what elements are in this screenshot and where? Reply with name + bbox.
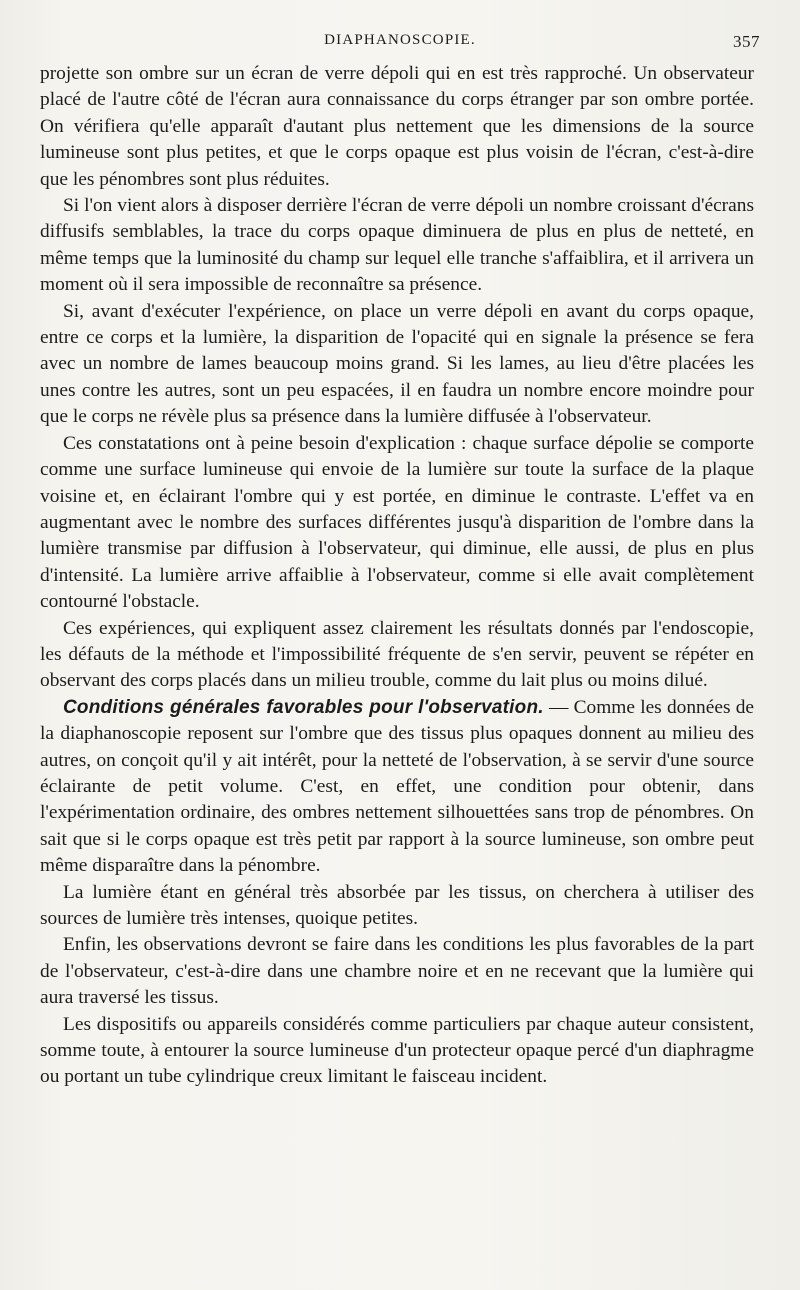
running-header <box>40 30 760 56</box>
page-number: 357 <box>733 32 760 51</box>
paragraph: Si, avant d'exécuter l'expérience, on place un verre dépoli en avant du corps opaque, entre ce corps et la lumière, la disparition de l'opacité qui en signale la présence se fera avec un nombre de lames beaucoup moins grand. Si les lames, au lieu d'être placées les unes contre les autres, sont un peu espacées, il en faudra un nombre encore moindre pour que le corps ne révèle plus sa présence dans la lumière diffusée à l'observateur. <box>40 300 754 428</box>
paragraph: Si l'on vient alors à disposer derrière l'écran de verre dépoli un nombre croissant d'écrans diffusifs semblables, la trace du corps opaque diminuera de plus en plus de netteté, en même temps que la luminosité du champ sur lequel elle tranche s'affaiblira, et il arrivera un moment où il sera impossible de reconnaître sa présence. <box>40 195 754 296</box>
paragraph: Ces constatations ont à peine besoin d'explication : chaque surface dépolie se comporte comme une surface lumineuse qui envoie de la lumière sur toute la surface de la plaque voisine et, en éclairant l'ombre qui y est portée, en diminue le contraste. L'effet va en augmentant avec le nombre des surfaces différentes jusqu'à disparition de l'ombre dans la lumière transmise par diffusion à l'observateur, qui diminue, elle aussi, de plus en plus d'intensité. La lumière arrive affaiblie à l'observateur, comme si elle avait complètement contourné l'obstacle. <box>40 432 754 613</box>
body-text <box>40 61 754 1091</box>
paragraph-with-heading <box>40 695 754 880</box>
paragraph: Ces expériences, qui expliquent assez clairement les résultats donnés par l'endoscopie, les défauts de la méthode et l'impossibilité fréquente de s'en servir, peuvent se répéter en observant des corps placés dans un milieu trouble, comme du lait plus ou moins dilué. <box>40 617 754 692</box>
running-title: DIAPHANOSCOPIE. <box>324 32 476 48</box>
paragraph: Enfin, les observations devront se faire dans les conditions les plus favorables de la part de l'observateur, c'est-à-dire dans une chambre noire et en ne recevant que la lumière qui aura traversé les tissus. <box>40 934 754 1009</box>
paragraph-text: — Comme les données de la diaphanoscopie reposent sur l'ombre que des tissus plus opaques donnent au milieu des autres, on conçoit qu'il y ait intérêt, pour la netteté de l'observation, à se servir d'une source éclairante de petit volume. C'est, en effet, une condition pour obtenir, dans l'expérimentation ordinaire, des ombres nettement silhouettées sans trop de pénombres. On sait que si le corps opaque est très petit par rapport à la source lumineuse, son ombre peut même disparaître dans la pénombre. <box>40 696 755 877</box>
paragraph: La lumière étant en général très absorbée par les tissus, on cherchera à utiliser des sources de lumière très intenses, quoique petites. <box>40 881 754 929</box>
section-heading: Conditions générales favorables pour l'observation. <box>63 696 544 718</box>
paragraph: Les dispositifs ou appareils considérés comme particuliers par chaque auteur consistent, somme toute, à entourer la source lumineuse d'un protecteur opaque percé d'un diaphragme ou portant un tube cylindrique creux limitant le faisceau incident. <box>40 1013 754 1088</box>
paragraph-continued: projette son ombre sur un écran de verre dépoli qui en est très rapproché. Un observateur placé de l'autre côté de l'écran aura connaissance du corps étranger par son ombre portée. On vérifiera qu'elle apparaît d'autant plus nettement que les dimensions de la source lumineuse sont plus petites, et que le corps opaque est plus voisin de l'écran, c'est-à-dire que les pénombres sont plus réduites. <box>40 63 754 190</box>
